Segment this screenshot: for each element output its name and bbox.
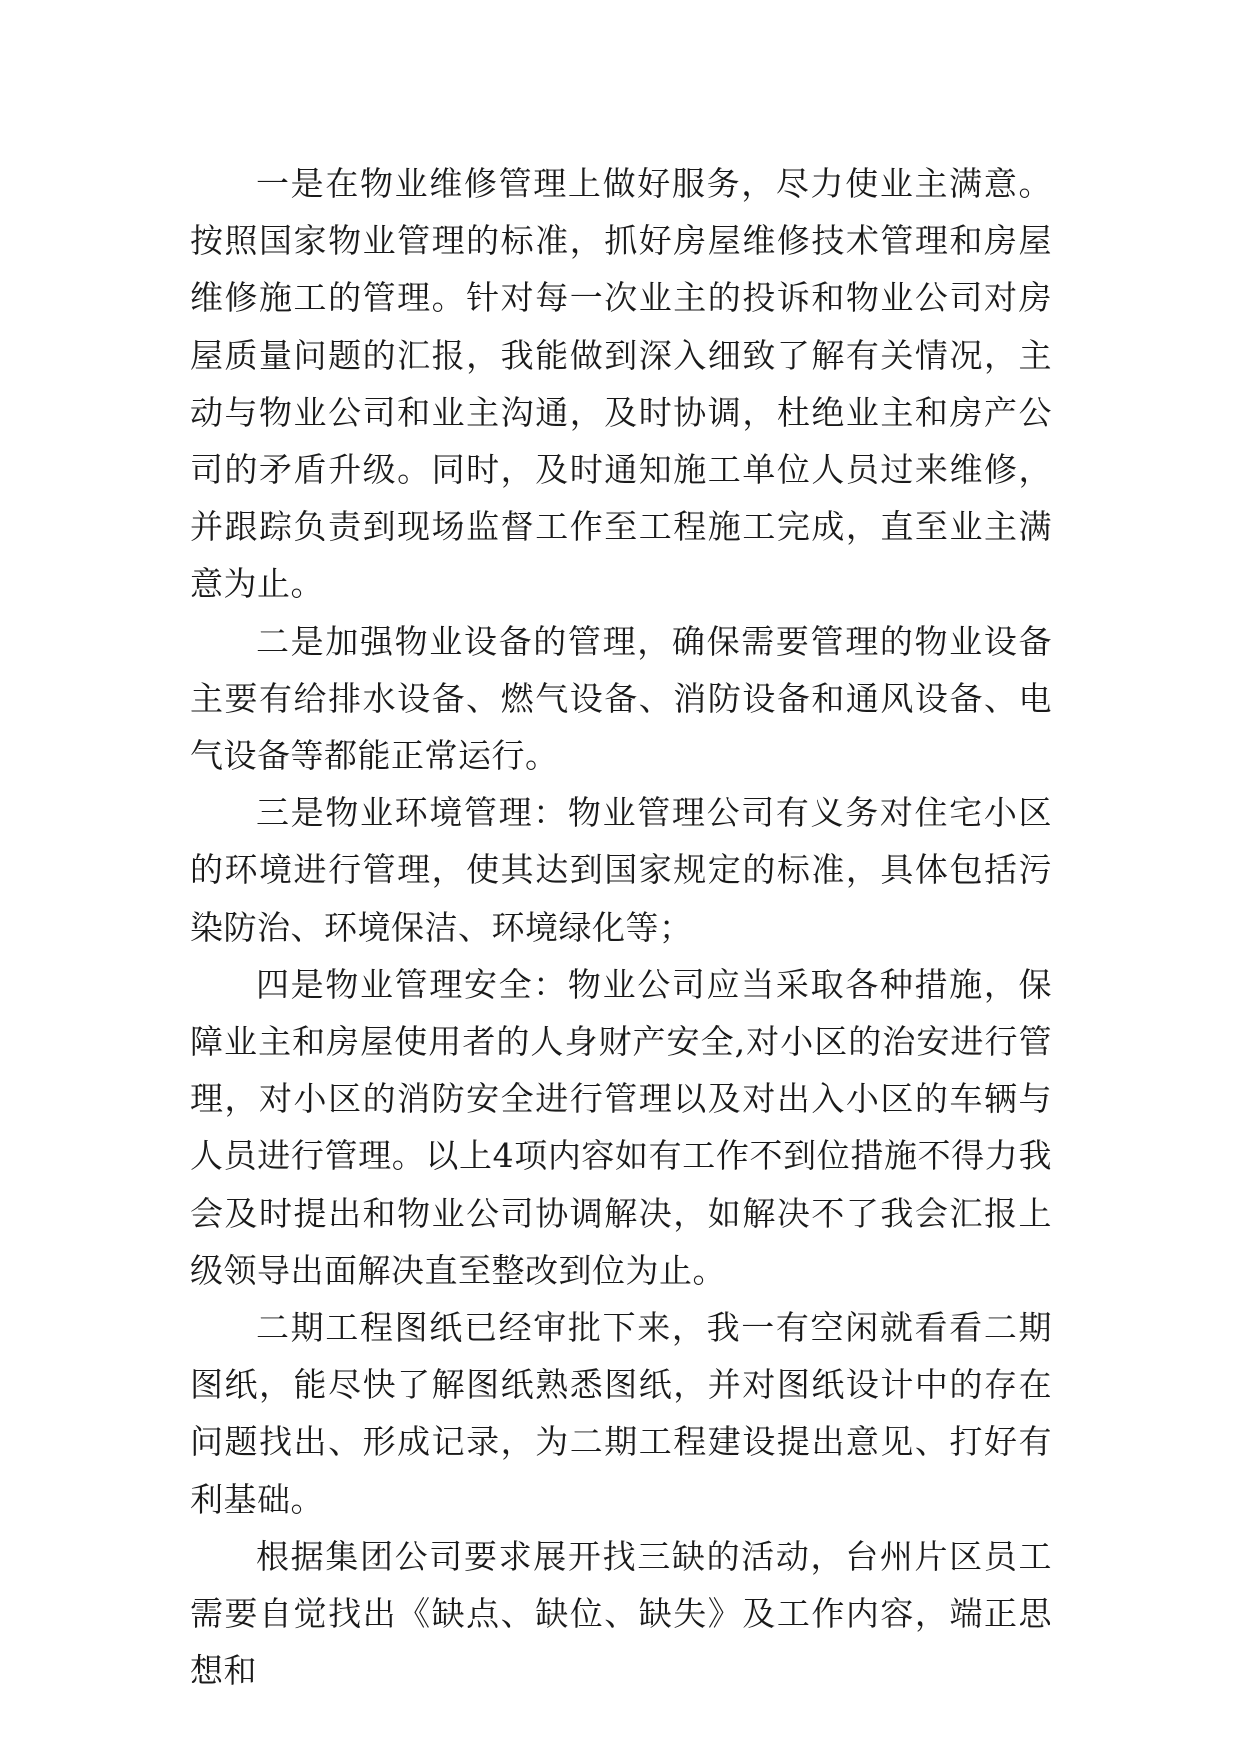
paragraph-environment-management: 三是物业环境管理：物业管理公司有义务对住宅小区的环境进行管理，使其达到国家规定的标准，具体包括污染防治、环境保洁、环境绿化等； bbox=[190, 793, 1052, 947]
paragraph-three-deficiencies: 根据集团公司要求展开找三缺的活动，台州片区员工需要自觉找出《缺点、缺位、缺失》及工作内容，端正思想和 bbox=[190, 1536, 1052, 1691]
paragraph-equipment-management: 二是加强物业设备的管理，确保需要管理的物业设备主要有给排水设备、燃气设备、消防设备和通风设备、电气设备等都能正常运行。 bbox=[190, 621, 1052, 776]
paragraph-property-maintenance: 一是在物业维修管理上做好服务，尽力使业主满意。按照国家物业管理的标准，抓好房屋维修技术管理和房屋维修施工的管理。针对每一次业主的投诉和物业公司对房屋质量问题的汇报，我能做到深入细致了解有关情况，主动与物业公司和业主沟通，及时协调，杜绝业主和房产公司的矛盾升级。同时，及时通知施工单位人员过来维修，并跟踪负责到现场监督工作至工程施工完成，直至业主满意为止。 bbox=[190, 164, 1052, 604]
paragraph-safety-management: 四是物业管理安全：物业公司应当采取各种措施，保障业主和房屋使用者的人身财产安全,对小区的治安进行管理，对小区的消防安全进行管理以及对出入小区的车辆与人员进行管理。以上4项内容如有工作不到位措施不得力我会及时提出和物业公司协调解决，如解决不了我会汇报上级领导出面解决直至整改到位为止。 bbox=[190, 964, 1052, 1290]
document-page bbox=[190, 155, 1052, 1699]
paragraph-phase-two-drawings: 二期工程图纸已经审批下来，我一有空闲就看看二期图纸，能尽快了解图纸熟悉图纸，并对图纸设计中的存在问题找出、形成记录，为二期工程建设提出意见、打好有利基础。 bbox=[190, 1308, 1052, 1519]
